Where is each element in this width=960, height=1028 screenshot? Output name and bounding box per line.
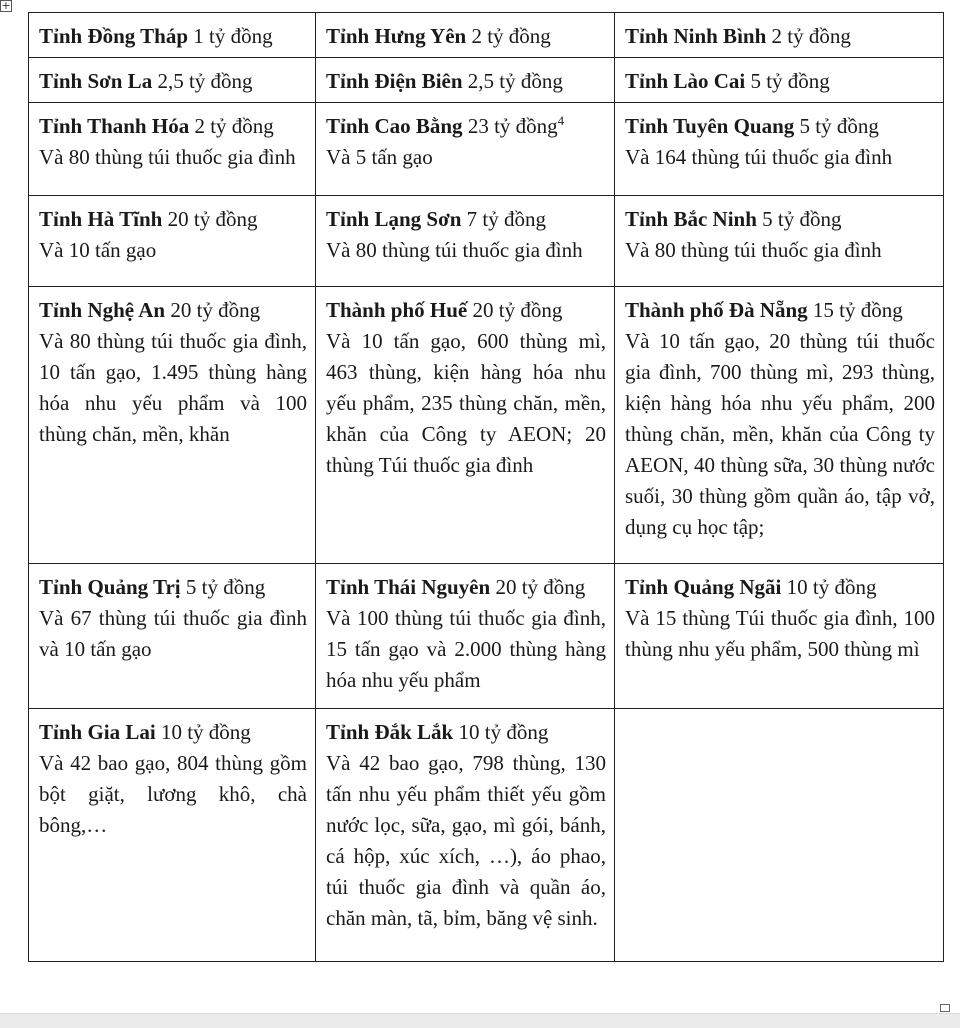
province-name: Tỉnh Đồng Tháp [39, 24, 189, 48]
province-name: Thành phố Huế [326, 298, 468, 322]
table-cell[interactable] [316, 564, 615, 709]
province-name: Tỉnh Đắk Lắk [326, 720, 454, 744]
province-name: Tỉnh Cao Bằng [326, 114, 463, 138]
aid-detail: Và 10 tấn gạo, 600 thùng mì, 463 thùng, kiện hàng hóa nhu yếu phẩm, 235 thùng chăn, mền, khăn của Công ty AEON; 20 thùng Túi thuốc gia đình [326, 329, 606, 477]
aid-detail: Và 15 thùng Túi thuốc gia đình, 100 thùng nhu yếu phẩm, 500 thùng mì [625, 606, 935, 661]
table-cell[interactable] [615, 564, 944, 709]
amount: 5 tỷ đồng [185, 575, 266, 599]
table-cell[interactable] [615, 13, 944, 58]
province-name: Tỉnh Hà Tĩnh [39, 207, 163, 231]
table-cell[interactable] [29, 196, 316, 287]
table-cell[interactable] [316, 196, 615, 287]
province-name: Tỉnh Điện Biên [326, 69, 463, 93]
amount: 20 tỷ đồng [170, 298, 261, 322]
footnote-reference[interactable]: 4 [557, 113, 565, 128]
amount: 10 tỷ đồng [786, 575, 877, 599]
window-bottom-bar [0, 1013, 960, 1028]
amount: 20 tỷ đồng [167, 207, 258, 231]
province-name: Tỉnh Lào Cai [625, 69, 746, 93]
table-cell[interactable] [316, 58, 615, 103]
aid-detail: Và 80 thùng túi thuốc gia đình [39, 145, 296, 169]
table-cell[interactable] [29, 58, 316, 103]
table-cell[interactable] [29, 103, 316, 196]
table-move-handle-icon[interactable]: + [1, 0, 11, 12]
table-resize-handle-icon[interactable] [940, 1004, 950, 1012]
province-name: Tỉnh Quảng Ngãi [625, 575, 782, 599]
amount: 7 tỷ đồng [466, 207, 546, 231]
aid-detail: Và 164 thùng túi thuốc gia đình [625, 145, 893, 169]
amount: 20 tỷ đồng [495, 575, 586, 599]
amount: 10 tỷ đồng [160, 720, 251, 744]
aid-detail: Và 80 thùng túi thuốc gia đình [326, 238, 583, 262]
table-row [29, 709, 944, 962]
aid-detail: Và 42 bao gạo, 798 thùng, 130 tấn nhu yếu phẩm thiết yếu gồm nước lọc, sữa, gạo, mì gói, bánh, cá hộp, xúc xích, …), áo phao, túi thuốc gia đình và quần áo, chăn màn, tã, bỉm, băng vệ sinh. [326, 751, 606, 930]
table-row [29, 564, 944, 709]
amount: 1 tỷ đồng [193, 24, 273, 48]
aid-detail: Và 80 thùng túi thuốc gia đình [625, 238, 882, 262]
table-cell[interactable] [316, 103, 615, 196]
table-cell[interactable] [29, 709, 316, 962]
province-name: Tỉnh Tuyên Quang [625, 114, 795, 138]
relief-table [28, 12, 944, 962]
amount: 2,5 tỷ đồng [467, 69, 563, 93]
empty-table-cell[interactable] [615, 709, 944, 962]
table-row [29, 196, 944, 287]
table-cell[interactable] [29, 13, 316, 58]
province-name: Tỉnh Bắc Ninh [625, 207, 757, 231]
table-cell[interactable] [615, 287, 944, 564]
aid-detail: Và 10 tấn gạo, 20 thùng túi thuốc gia đình, 700 thùng mì, 293 thùng, kiện hàng hóa nhu yếu phẩm, 200 thùng chăn, mền, khăn của Công ty AEON, 40 thùng sữa, 30 thùng nước suối, 30 thùng gồm quần áo, tập vở, dụng cụ học tập; [625, 329, 935, 539]
amount: 2 tỷ đồng [771, 24, 851, 48]
amount: 5 tỷ đồng [762, 207, 842, 231]
province-name: Tỉnh Nghệ An [39, 298, 166, 322]
table-row [29, 58, 944, 103]
table-row [29, 287, 944, 564]
province-name: Tỉnh Lạng Sơn [326, 207, 462, 231]
aid-detail: Và 10 tấn gạo [39, 238, 157, 262]
amount: 23 tỷ đồng [467, 114, 558, 138]
table-cell[interactable] [316, 287, 615, 564]
province-name: Tỉnh Quảng Trị [39, 575, 181, 599]
amount: 5 tỷ đồng [750, 69, 830, 93]
table-cell[interactable] [615, 58, 944, 103]
province-name: Tỉnh Sơn La [39, 69, 153, 93]
table-row [29, 103, 944, 196]
table-cell[interactable] [316, 13, 615, 58]
table-cell[interactable] [29, 287, 316, 564]
province-name: Tỉnh Hưng Yên [326, 24, 467, 48]
province-name: Tỉnh Gia Lai [39, 720, 156, 744]
amount: 2 tỷ đồng [194, 114, 274, 138]
province-name: Tỉnh Ninh Bình [625, 24, 767, 48]
amount: 20 tỷ đồng [472, 298, 563, 322]
amount: 5 tỷ đồng [799, 114, 879, 138]
aid-detail: Và 80 thùng túi thuốc gia đình, 10 tấn gạo, 1.495 thùng hàng hóa nhu yếu phẩm và 100 thùng chăn, mền, khăn [39, 329, 307, 446]
amount: 2,5 tỷ đồng [157, 69, 253, 93]
table-row [29, 13, 944, 58]
amount: 15 tỷ đồng [812, 298, 903, 322]
province-name: Thành phố Đà Nẵng [625, 298, 808, 322]
amount: 10 tỷ đồng [458, 720, 549, 744]
province-name: Tỉnh Thái Nguyên [326, 575, 491, 599]
table-cell[interactable] [29, 564, 316, 709]
aid-detail: Và 100 thùng túi thuốc gia đình, 15 tấn gạo và 2.000 thùng hàng hóa nhu yếu phẩm [326, 606, 606, 692]
aid-detail: Và 67 thùng túi thuốc gia đình và 10 tấn gạo [39, 606, 307, 661]
table-cell[interactable] [615, 103, 944, 196]
province-name: Tỉnh Thanh Hóa [39, 114, 190, 138]
table-cell[interactable] [316, 709, 615, 962]
aid-detail: Và 5 tấn gạo [326, 145, 433, 169]
aid-detail: Và 42 bao gạo, 804 thùng gồm bột giặt, lương khô, chà bông,… [39, 751, 307, 837]
table-cell[interactable] [615, 196, 944, 287]
amount: 2 tỷ đồng [471, 24, 551, 48]
